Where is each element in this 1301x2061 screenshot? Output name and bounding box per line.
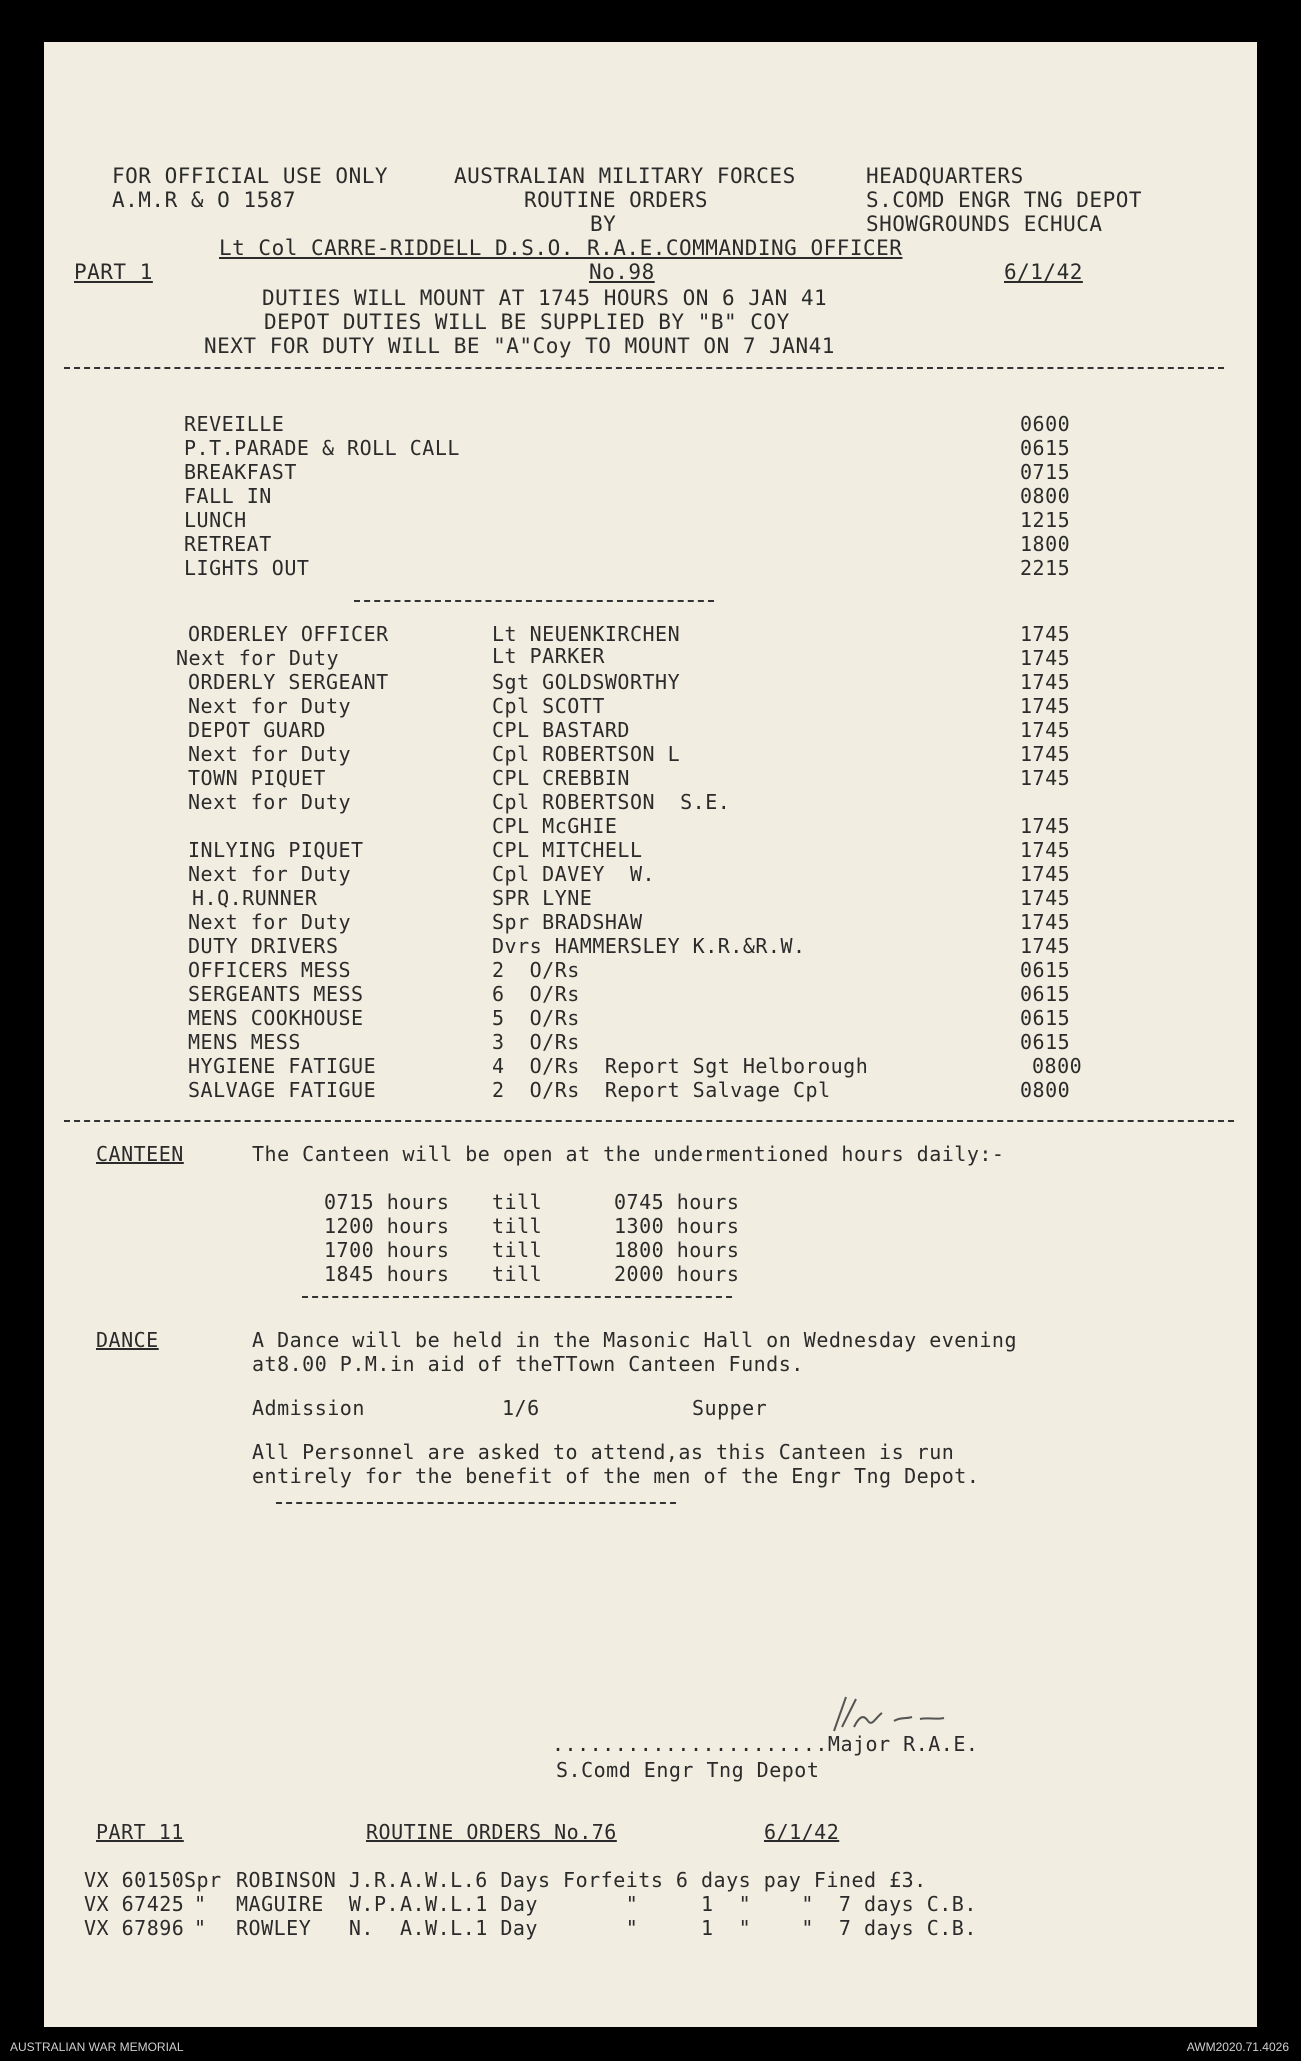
header-left-1: FOR OFFICIAL USE ONLY: [112, 164, 389, 188]
order-date: 6/1/42: [1004, 260, 1083, 284]
duty-person: Lt PARKER: [492, 644, 605, 668]
duty-name: H.Q.RUNNER: [192, 886, 318, 910]
canteen-to: 1300 hours: [614, 1214, 740, 1238]
duty-person: SPR LYNE: [492, 886, 593, 910]
duty-person: Lt NEUENKIRCHEN: [492, 622, 681, 646]
dance-line-4: entirely for the benefit of the men of the Engr Tng Depot.: [252, 1464, 980, 1488]
offence-penalty: A.W.L.1 Day " 1 " " 7 days C.B.: [400, 1916, 977, 1940]
header-left-2: A.M.R & O 1587: [112, 188, 297, 212]
part-2-title: ROUTINE ORDERS No.76: [366, 1820, 617, 1844]
schedule-event: P.T.PARADE & ROLL CALL: [184, 436, 460, 460]
signature-title: ......................Major R.A.E.: [552, 1732, 979, 1756]
canteen-till: till: [492, 1238, 543, 1262]
duty-person: Cpl ROBERTSON L: [492, 742, 681, 766]
canteen-heading: CANTEEN: [96, 1142, 184, 1166]
schedule-time: 0715: [1020, 460, 1071, 484]
canteen-from: 0715 hours: [324, 1190, 450, 1214]
schedule-time: 1800: [1020, 532, 1071, 556]
duty-name: ORDERLY SERGEANT: [188, 670, 389, 694]
part-2-date: 6/1/42: [764, 1820, 840, 1844]
duty-name: ORDERLEY OFFICER: [188, 622, 389, 646]
dance-line-2: at8.00 P.M.in aid of theTTown Canteen Funds.: [252, 1352, 804, 1376]
duty-time: 1745: [1020, 886, 1071, 910]
duty-name: Next for Duty: [176, 646, 340, 670]
offence-penalty: A.W.L.6 Days Forfeits 6 days pay Fined £3.: [400, 1868, 927, 1892]
soldier-name: MAGUIRE W.P.: [236, 1892, 400, 1916]
duty-time: 0615: [1020, 958, 1071, 982]
duty-time: 0800: [1020, 1078, 1071, 1102]
duty-person: CPL MITCHELL: [492, 838, 643, 862]
duties-line-1: DUTIES WILL MOUNT AT 1745 HOURS ON 6 JAN 41: [262, 286, 828, 310]
signature-unit: S.Comd Engr Tng Depot: [556, 1758, 820, 1782]
document-page: [44, 42, 1257, 2027]
service-number: VX 67425: [84, 1892, 185, 1916]
duty-person: 3 O/Rs: [492, 1030, 580, 1054]
duty-time: 0615: [1020, 1006, 1071, 1030]
duty-person: Cpl ROBERTSON S.E.: [492, 790, 731, 814]
rank: ": [194, 1916, 207, 1940]
commanding-officer: Lt Col CARRE-RIDDELL D.S.O. R.A.E.COMMANDING OFFICER: [219, 236, 903, 260]
duty-person: Spr BRADSHAW: [492, 910, 643, 934]
schedule-event: REVEILLE: [184, 412, 285, 436]
schedule-event: BREAKFAST: [184, 460, 297, 484]
duty-time: 1745: [1020, 742, 1071, 766]
duty-time: 1745: [1020, 694, 1071, 718]
duties-line-3: NEXT FOR DUTY WILL BE "A"Coy TO MOUNT ON 7 JAN41: [204, 334, 835, 358]
duty-person: 5 O/Rs: [492, 1006, 580, 1030]
duty-name: Next for Duty: [188, 862, 352, 886]
duty-time: 1745: [1020, 934, 1071, 958]
duty-name: HYGIENE FATIGUE: [188, 1054, 377, 1078]
header-right-2: S.COMD ENGR TNG DEPOT: [866, 188, 1143, 212]
offence-penalty: A.W.L.1 Day " 1 " " 7 days C.B.: [400, 1892, 977, 1916]
schedule-event: LUNCH: [184, 508, 247, 532]
duty-time: 1745: [1020, 766, 1071, 790]
schedule-event: FALL IN: [184, 484, 272, 508]
divider-3: [64, 1120, 1234, 1122]
handwritten-signature: [824, 1687, 984, 1737]
duty-time: 1745: [1020, 670, 1071, 694]
duty-time: 0800: [1032, 1054, 1083, 1078]
soldier-name: ROBINSON J.R.: [236, 1868, 400, 1892]
duty-person: CPL BASTARD: [492, 718, 630, 742]
schedule-time: 2215: [1020, 556, 1071, 580]
duty-time: 1745: [1020, 862, 1071, 886]
duty-time: 1745: [1020, 718, 1071, 742]
duty-person: Cpl SCOTT: [492, 694, 605, 718]
duties-line-2: DEPOT DUTIES WILL BE SUPPLIED BY "B" COY: [264, 310, 790, 334]
service-number: VX 67896: [84, 1916, 185, 1940]
schedule-time: 1215: [1020, 508, 1071, 532]
dance-admission-label: Admission: [252, 1396, 365, 1420]
dance-admission-price: 1/6: [502, 1396, 540, 1420]
canteen-from: 1845 hours: [324, 1262, 450, 1286]
schedule-event: LIGHTS OUT: [184, 556, 310, 580]
duty-name: Next for Duty: [188, 694, 352, 718]
canteen-till: till: [492, 1190, 543, 1214]
canteen-to: 1800 hours: [614, 1238, 740, 1262]
order-number: No.98: [589, 260, 655, 284]
header-right-3: SHOWGROUNDS ECHUCA: [866, 212, 1103, 236]
schedule-time: 0615: [1020, 436, 1071, 460]
duty-person: 2 O/Rs Report Salvage Cpl: [492, 1078, 831, 1102]
canteen-till: till: [492, 1214, 543, 1238]
divider-2: [354, 600, 714, 602]
dance-line-1: A Dance will be held in the Masonic Hall on Wednesday evening: [252, 1328, 1018, 1352]
duty-person: 6 O/Rs: [492, 982, 580, 1006]
rank: Spr: [184, 1868, 222, 1892]
service-number: VX 60150: [84, 1868, 185, 1892]
duty-name: SALVAGE FATIGUE: [188, 1078, 377, 1102]
duty-person: 2 O/Rs: [492, 958, 580, 982]
duty-name: TOWN PIQUET: [188, 766, 326, 790]
divider-5: [276, 1502, 676, 1504]
dance-line-3: All Personnel are asked to attend,as this Canteen is run: [252, 1440, 955, 1464]
dance-heading: DANCE: [96, 1328, 159, 1352]
duty-name: MENS COOKHOUSE: [188, 1006, 364, 1030]
part-2-label: PART 11: [96, 1820, 184, 1844]
duty-person: 4 O/Rs Report Sgt Helborough: [492, 1054, 869, 1078]
footer-institution: AUSTRALIAN WAR MEMORIAL: [10, 2040, 184, 2054]
header-right-1: HEADQUARTERS: [866, 164, 1024, 188]
schedule-time: 0800: [1020, 484, 1071, 508]
duty-time: 1745: [1020, 910, 1071, 934]
duty-person: Dvrs HAMMERSLEY K.R.&R.W.: [492, 934, 806, 958]
duty-name: DEPOT GUARD: [188, 718, 326, 742]
canteen-from: 1700 hours: [324, 1238, 450, 1262]
duty-person: Cpl DAVEY W.: [492, 862, 656, 886]
duty-name: INLYING PIQUET: [188, 838, 364, 862]
soldier-name: ROWLEY N.: [236, 1916, 374, 1940]
duty-name: Next for Duty: [188, 742, 352, 766]
duty-name: SERGEANTS MESS: [188, 982, 364, 1006]
duty-time: 1745: [1020, 838, 1071, 862]
duty-name: OFFICERS MESS: [188, 958, 352, 982]
part-1-label: PART 1: [74, 260, 153, 284]
header-center-3: BY: [590, 212, 617, 236]
duty-name: Next for Duty: [188, 910, 352, 934]
schedule-time: 0600: [1020, 412, 1071, 436]
header-center-2: ROUTINE ORDERS: [524, 188, 709, 212]
duty-person: CPL CREBBIN: [492, 766, 630, 790]
footer-accession-number: AWM2020.71.4026: [1186, 2040, 1289, 2054]
rank: ": [194, 1892, 207, 1916]
duty-person: Sgt GOLDSWORTHY: [492, 670, 681, 694]
canteen-intro: The Canteen will be open at the undermentioned hours daily:-: [252, 1142, 1005, 1166]
header-center-1: AUSTRALIAN MILITARY FORCES: [454, 164, 796, 188]
canteen-from: 1200 hours: [324, 1214, 450, 1238]
dance-supper: Supper: [692, 1396, 768, 1420]
divider-1: [64, 367, 1224, 369]
canteen-to: 2000 hours: [614, 1262, 740, 1286]
divider-4: [302, 1296, 732, 1298]
duty-person: CPL McGHIE: [492, 814, 618, 838]
duty-time: 1745: [1020, 814, 1071, 838]
duty-time: 1745: [1020, 622, 1071, 646]
canteen-to: 0745 hours: [614, 1190, 740, 1214]
duty-name: Next for Duty: [188, 790, 352, 814]
duty-time: 0615: [1020, 1030, 1071, 1054]
duty-time: 1745: [1020, 646, 1071, 670]
duty-time: 0615: [1020, 982, 1071, 1006]
schedule-event: RETREAT: [184, 532, 272, 556]
canteen-till: till: [492, 1262, 543, 1286]
duty-name: DUTY DRIVERS: [188, 934, 339, 958]
duty-name: MENS MESS: [188, 1030, 301, 1054]
